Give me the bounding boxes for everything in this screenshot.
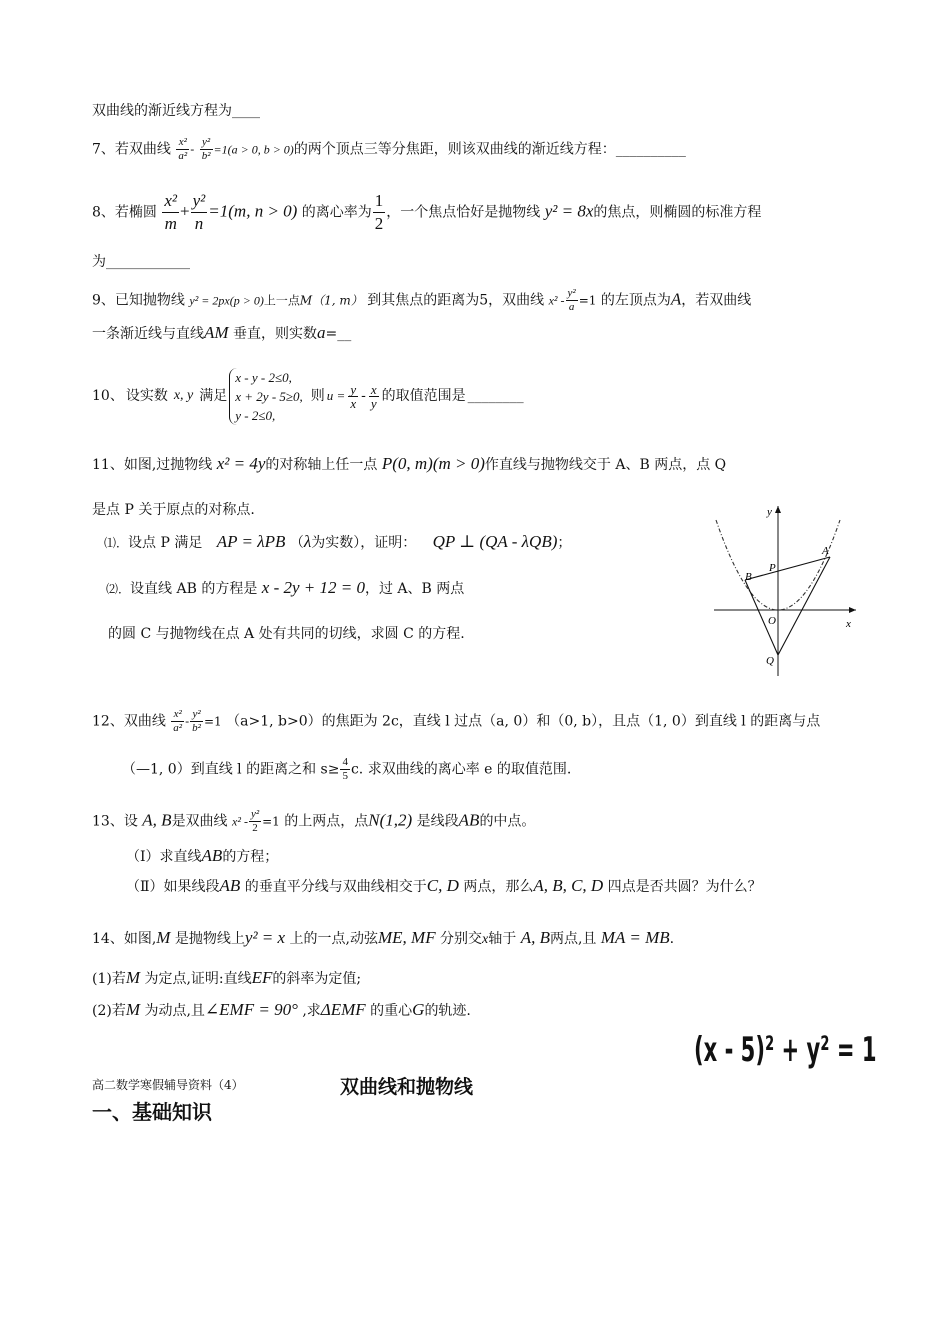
q13-ii-pre: （Ⅱ）如果线段 <box>126 879 220 895</box>
q10-f2-num: x <box>370 381 377 397</box>
q7-pre: 若双曲线 <box>114 141 171 158</box>
fig-label-y: y <box>767 506 772 518</box>
q9-post: ，若双曲线 <box>681 292 752 309</box>
q12-frac-4-5 <box>340 756 350 783</box>
q13-i-post: 的方程； <box>222 849 279 865</box>
q13-hyp-b: =1 <box>262 814 280 829</box>
q14-number: 14、 <box>92 931 124 947</box>
q11-line2: 是点 P 关于原点的对称点. <box>92 502 255 518</box>
q10-pre: 设实数 <box>125 388 168 404</box>
q12-f1-num: x² <box>171 708 184 722</box>
question-12 <box>92 708 820 735</box>
q11-pre: 如图,过抛物线 <box>123 457 213 473</box>
q14-mid5: 两点,且 <box>549 931 597 947</box>
chord-AB <box>745 557 830 580</box>
q7-frac-x-num: x² <box>176 136 189 150</box>
q8-frac-y-den: n <box>194 214 204 233</box>
q14-p2-mid3: 的重心 <box>370 1003 413 1019</box>
q8-frac-x-num: x² <box>162 190 179 213</box>
question-12-line2 <box>122 756 571 783</box>
q9-AM: AM <box>204 323 229 342</box>
q11-lambda: λ <box>303 532 312 551</box>
q13-hyp-a: x² - <box>232 814 248 829</box>
question-11-part2 <box>106 578 464 599</box>
q11-p1-equation: AP = λPB <box>216 532 286 551</box>
q14-mid2: 上的一点,动弦 <box>289 931 378 947</box>
q14-p2-mid: 为动点,且 <box>144 1003 205 1019</box>
q7-frac-y <box>200 136 213 163</box>
q10-mid: 满足 <box>199 388 228 404</box>
q11-p1-end: ； <box>557 535 572 551</box>
q12-frac-x <box>171 708 184 735</box>
q12-minus: - <box>185 714 190 729</box>
q14-AB: A, B <box>520 928 550 947</box>
q14-p2-pre: (2)若 <box>92 1003 126 1019</box>
q14-end: . <box>669 931 675 947</box>
q9-number: 9、 <box>92 292 115 309</box>
q13-number: 13、 <box>92 813 124 830</box>
question-7 <box>92 136 686 163</box>
q10-ineq-1: x - y - 2≤0, <box>235 369 292 385</box>
q12-frac-y <box>190 708 203 735</box>
q11-parabola: x² = 4y <box>216 454 266 473</box>
q9-line2-pre: 一条渐近线与直线 <box>92 326 204 342</box>
q11-number: 11、 <box>92 457 124 473</box>
line-QA <box>778 557 830 655</box>
q13-ii-mid: 的垂直平分线与双曲线相交于 <box>244 879 427 895</box>
q12-frac-num: 4 <box>342 756 348 768</box>
q13-post: 的中点。 <box>479 813 536 830</box>
q8-frac-y <box>191 190 208 235</box>
question-11-part1 <box>104 532 571 553</box>
q14-p2-angle: ∠EMF = 90° <box>204 1000 298 1019</box>
q11-p2-number: ⑵． <box>106 582 131 596</box>
q10-post: 的取值范围是 <box>381 388 466 404</box>
section-heading: 一、基础知识 <box>92 1100 212 1124</box>
question-13-part1 <box>126 846 278 867</box>
q12-f2-num: y² <box>190 708 203 722</box>
question-11 <box>92 454 726 475</box>
q11-post: 作直线与抛物线交于 A、B 两点，点 Q <box>484 457 727 473</box>
q9-hyp-b: =1 <box>578 293 597 308</box>
q10-f1-num: y <box>350 381 357 397</box>
question-8 <box>92 190 761 235</box>
q13-mid2: 的上两点，点 <box>284 813 369 830</box>
q12-f1-den: a² <box>173 722 183 734</box>
question-14-part2 <box>92 1000 471 1021</box>
q8-half <box>373 190 386 235</box>
q14-MEMF: ME, MF <box>377 928 436 947</box>
q10-system <box>229 368 303 425</box>
question-10 <box>92 362 524 430</box>
q9-hyp-den: a <box>568 301 575 313</box>
q8-post: 的焦点，则椭圆的标准方程 <box>593 204 762 221</box>
q12-f2-den: b² <box>192 722 201 734</box>
q8-mid1: 的离心率为 <box>301 204 372 221</box>
q14-p1-pre: (1)若 <box>92 971 126 987</box>
question-13-part2 <box>126 876 762 897</box>
q14-p1-EF: EF <box>251 968 273 987</box>
q9-hyp-a: x² - <box>548 293 565 308</box>
q11-p2-line2: 的圆 C 与抛物线在点 A 处有共同的切线，求圆 C 的方程. <box>108 626 465 642</box>
fig-label-A: A <box>822 545 829 557</box>
q8-number: 8、 <box>92 204 115 221</box>
q13-ABCD: A, B, C, D <box>533 876 604 895</box>
q13-AB2: AB <box>458 810 480 830</box>
q9-a: a <box>317 323 326 342</box>
q14-p1-mid: 为定点,证明:直线 <box>144 971 252 987</box>
q12-pre: 双曲线 <box>123 713 166 730</box>
q9-A: A <box>670 289 682 309</box>
fig-label-O: O <box>768 615 776 627</box>
question-11-part2-line2 <box>108 624 465 644</box>
q10-ineq-3: y - 2≤0, <box>235 407 276 423</box>
q13-N: N(1,2) <box>368 810 413 830</box>
q14-p2-mid2: ,求 <box>302 1003 321 1019</box>
q13-CD: C, D <box>426 876 459 895</box>
q8-frac-y-num: y² <box>191 190 208 213</box>
q14-p2-post: 的轨迹. <box>424 1003 471 1019</box>
q10-then: 则 <box>310 388 325 404</box>
q10-f1-den: x <box>350 395 357 411</box>
q7-frac-x <box>176 136 189 163</box>
y-axis-arrow <box>775 506 781 513</box>
question-8-line2 <box>92 252 190 272</box>
question-13 <box>92 808 535 835</box>
q14-p2-triangle: ΔEMF <box>320 1000 366 1019</box>
q10-f2-den: y <box>370 395 377 411</box>
q8-frac-x-den: m <box>164 214 177 233</box>
q10-number: 10、 <box>92 388 124 404</box>
q13-i-pre: （Ⅰ）求直线 <box>126 849 202 865</box>
q11-p2-post: ，过 A、B 两点 <box>364 581 465 597</box>
q10-frac-2 <box>369 383 379 410</box>
q7-frac-y-num: y² <box>200 136 213 150</box>
q13-i-AB: AB <box>201 846 223 865</box>
q14-M: M <box>156 928 171 947</box>
q7-frac-y-den: b² <box>201 150 211 162</box>
q8-line2: 为 <box>92 254 106 270</box>
fig-label-Q: Q <box>766 655 774 667</box>
q10-vars: x, y <box>173 388 194 403</box>
fig-label-P: P <box>769 562 776 574</box>
q7-condition: =1(a > 0, b > 0) <box>213 142 294 157</box>
q9-mid2: 到其焦点的距离为5，双曲线 <box>367 292 545 309</box>
q9-line2-mid: 垂直，则实数 <box>233 326 317 342</box>
q7-minus: - <box>190 142 195 157</box>
q12-eq: =1 <box>203 714 222 729</box>
q9-point: M（1, m） <box>299 293 363 308</box>
parabola-figure <box>708 500 860 676</box>
footer-title: 双曲线和抛物线 <box>340 1076 474 1098</box>
q14-p1-post: 的斜率为定值; <box>272 971 362 987</box>
q13-mid1: 是双曲线 <box>171 813 228 830</box>
q8-condition: =1(m, n > 0) <box>208 201 298 221</box>
q14-p2-G: G <box>412 1000 425 1019</box>
q7-number: 7、 <box>92 141 115 158</box>
stray-circle-formula: (x - 5)² + y² = 1 <box>694 1030 877 1070</box>
q6-tail <box>92 101 260 121</box>
fig-label-x: x <box>846 618 851 630</box>
q10-minus: - <box>361 388 366 404</box>
q11-p1-mid: 为实数），证明： <box>311 535 417 551</box>
q13-ii-post: 四点是否共圆？为什么？ <box>607 879 762 895</box>
q11-p1-number: ⑴． <box>104 536 129 550</box>
q12-post: （a>1, b>0）的焦距为 2c，直线 l 过点（a, 0）和（0, b），且点（1, 0）到直线 l 的距离与点 <box>226 713 821 730</box>
question-14-part1 <box>92 968 361 989</box>
q10-u: u = <box>326 388 346 403</box>
q8-mid2: ，一个焦点恰好是抛物线 <box>386 204 541 221</box>
q13-hyp-frac <box>249 808 261 835</box>
q13-pre: 设 <box>123 813 138 830</box>
q11-p2-equation: x - 2y + 12 = 0 <box>261 578 365 597</box>
q9-hyp-frac <box>566 287 578 314</box>
q14-p1-M: M <box>125 968 141 987</box>
question-9-line2 <box>92 323 351 344</box>
q12-line2-post: c. 求双曲线的离心率 e 的取值范围. <box>350 761 572 778</box>
x-axis-arrow <box>849 607 856 613</box>
q8-half-num: 1 <box>373 190 386 213</box>
q11-point-P: P(0, m)(m > 0) <box>381 454 485 473</box>
q13-ii-AB: AB <box>219 876 241 895</box>
q8-plus: + <box>180 201 190 221</box>
q12-frac-den: 5 <box>342 770 348 782</box>
q11-p1-pre: 设点 P 满足 <box>128 535 203 551</box>
q8-blank: ____________ <box>106 254 190 270</box>
footer-label: 高二数学寒假辅导资料（4） <box>92 1078 244 1092</box>
q14-mid3: 分别交 <box>440 931 483 947</box>
q14-mid1: 是抛物线上 <box>174 931 245 947</box>
q9-hyp-num: y² <box>567 287 576 299</box>
q11-p1-paren: （ <box>289 535 304 551</box>
q14-eq: MA = MB <box>600 928 670 947</box>
q6-text: 双曲线的渐近线方程为 <box>92 103 232 119</box>
q9-line2-post: =__ <box>325 326 352 342</box>
q7-post: 的两个顶点三等分焦距，则该双曲线的渐近线方程： <box>293 141 616 158</box>
q13-hyp-den: 2 <box>252 822 258 834</box>
q7-frac-x-den: a² <box>178 150 188 162</box>
q8-pre: 若椭圆 <box>114 204 157 221</box>
q7-blank: __________ <box>615 141 686 158</box>
q13-ii-mid2: 两点，那么 <box>463 879 534 895</box>
q14-p2-M: M <box>125 1000 141 1019</box>
q10-frac-1 <box>348 383 358 410</box>
q11-mid: 的对称轴上任一点 <box>265 457 378 473</box>
q14-mid4: 轴于 <box>488 931 517 947</box>
q12-number: 12、 <box>92 713 124 730</box>
q9-parabola: y² = 2px(p > 0) <box>189 293 264 308</box>
q8-parabola: y² = 8x <box>544 201 594 221</box>
q10-ineq-2: x + 2y - 5≥0, <box>235 388 303 404</box>
q11-p2-pre: 设直线 AB 的方程是 <box>130 581 258 597</box>
q13-hyp-num: y² <box>250 808 260 820</box>
q10-blank: ________ <box>467 388 524 404</box>
question-9 <box>92 287 751 314</box>
q9-mid3: 的左顶点为 <box>600 292 671 309</box>
question-11-line2 <box>92 500 255 520</box>
q6-blank: ____ <box>232 103 260 119</box>
q8-frac-x <box>162 190 179 235</box>
q13-mid3: 是线段 <box>416 813 459 830</box>
q8-half-den: 2 <box>374 214 384 233</box>
q9-pre: 已知抛物线 <box>114 292 185 309</box>
q14-pre: 如图, <box>123 931 157 947</box>
q11-p1-proof: QP ⊥ (QA - λQB) <box>432 532 558 551</box>
question-14 <box>92 928 674 950</box>
q12-line2-pre: （—1, 0）到直线 l 的距离之和 s≥ <box>122 761 340 778</box>
q13-AB: A, B <box>142 810 172 830</box>
fig-label-B: B <box>745 571 752 583</box>
q14-parabola: y² = x <box>244 928 286 947</box>
q14-x: x <box>482 932 489 947</box>
q9-mid1: 上一点 <box>263 293 300 308</box>
